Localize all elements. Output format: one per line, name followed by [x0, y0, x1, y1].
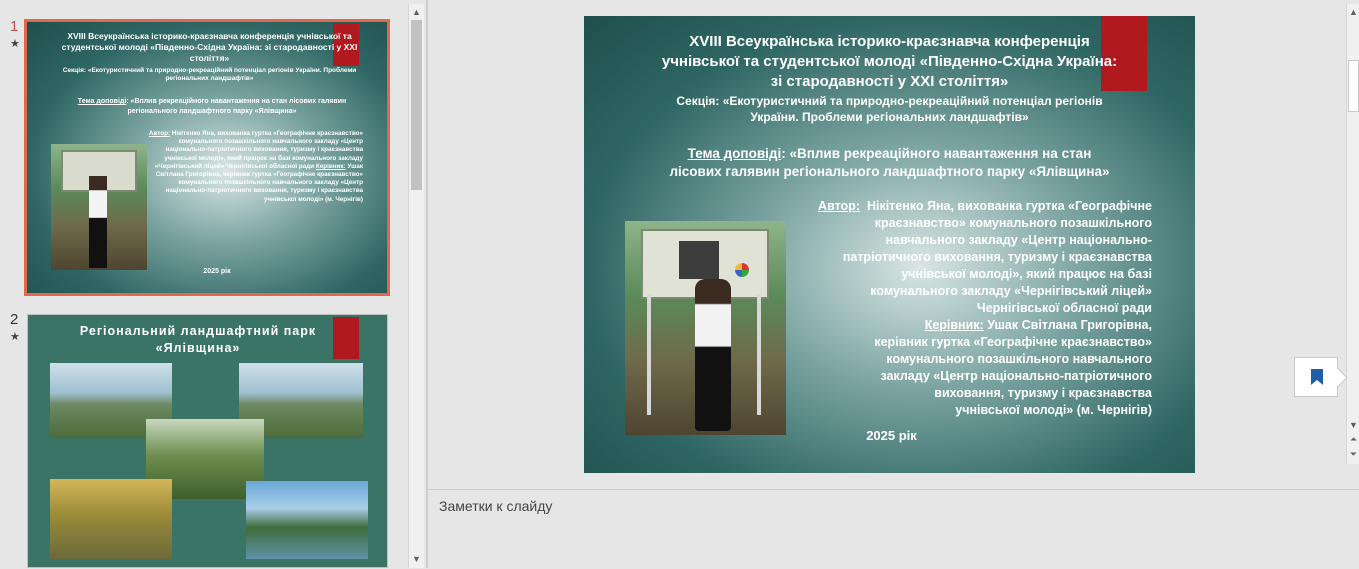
- scroll-down-arrow-icon[interactable]: ▼: [412, 554, 421, 564]
- slide-title-line-3: зі стародавності у XXI століття»: [770, 73, 1009, 90]
- thumbnail-image-lake-sky: [246, 481, 368, 559]
- author-line: патріотичного виховання, туризму і краєзнавства: [842, 250, 1152, 264]
- slide-topic-line-1: : «Вплив рекреаційного навантаження на стан: [781, 146, 1092, 161]
- author-line: учнівської молоді», який працює на базі: [901, 267, 1152, 281]
- thumbnail-section: Секція: «Екотуристичний та природно-рекреаційний потенціал регіонів України. Проблеми регіональних ландшафтів»: [62, 67, 357, 82]
- slide-topic-line-2: лісових галявин регіонального ландшафтного парку «Ялівщина»: [669, 164, 1110, 179]
- author-line: краєзнавство» комунального позашкільного: [874, 216, 1152, 230]
- supervisor-label: Керівник:: [924, 318, 984, 332]
- notes-pane[interactable]: [428, 489, 1359, 569]
- main-slide-canvas[interactable]: [584, 16, 1195, 473]
- thumbnail-image-autumn-path: [50, 479, 172, 559]
- supervisor-line: закладу «Центр національно-патріотичного: [880, 369, 1152, 383]
- author-line: навчального закладу «Центр національно-: [885, 233, 1152, 247]
- previous-slide-icon[interactable]: ⏶: [1349, 434, 1358, 444]
- animation-star-icon: ★: [10, 38, 20, 50]
- thumbnail-year: 2025 рік: [203, 268, 231, 275]
- slide-section-line-2: України. Проблеми регіональних ландшафтів»: [750, 110, 1029, 124]
- author-line: Нікітенко Яна, вихованка гуртка «Географічне: [866, 199, 1152, 213]
- slide-thumbnail-pane: [0, 0, 405, 568]
- notes-placeholder[interactable]: Заметки к слайду: [439, 498, 553, 514]
- thumbnail-supervisor-text: Ушак Світлана Григорівна, керівник гуртка «Географічне краєзнавство» комунального позашкільного навчального закладу «Центр національно-патріотичного виховання, туризму і краєзнавства учнівської молоді» (м. Чернігів): [155, 162, 363, 203]
- next-slide-icon[interactable]: ⏷: [1349, 449, 1358, 459]
- slide-section-line-1: Секція: «Екотуристичний та природно-рекреаційний потенціал регіонів: [676, 94, 1103, 108]
- thumbnail-author-label: Автор:: [148, 130, 171, 137]
- supervisor-line: Ушак Світлана Григорівна,: [987, 318, 1152, 332]
- red-tab-decoration: [333, 317, 359, 359]
- author-label: Автор:: [818, 199, 860, 213]
- thumbnail-number-2: 2: [10, 311, 19, 328]
- thumbnail-2-title: Регіональний ландшафтний парк «Ялівщина»: [79, 324, 317, 355]
- thumbnail-photo: [51, 144, 147, 270]
- thumbnail-supervisor-label: Керівник:: [315, 162, 346, 170]
- slide-thumbnail-1[interactable]: [24, 19, 390, 296]
- author-line: Чернігівської обласної ради: [976, 301, 1152, 315]
- thumbnail-author-block: [145, 130, 363, 204]
- bookmark-button[interactable]: [1294, 357, 1338, 397]
- author-block: [784, 198, 1152, 419]
- thumbnail-author-text: Нікітенко Яна, вихованка гуртка «Географічне краєзнавство» комунального позашкільного навчального закладу «Центр національно-патріотичного виховання, туризму і краєзнавства учнівської молоді», який працює на базі комунального закладу «Чернігівський ліцей» Чернігівської обласної ради: [154, 130, 363, 170]
- author-line: комунального закладу «Чернігівський ліцей»: [870, 284, 1152, 298]
- person-figure: [89, 176, 107, 268]
- supervisor-line: керівник гуртка «Географічне краєзнавство»: [874, 335, 1152, 349]
- scrollbar-thumb[interactable]: [411, 20, 422, 190]
- scroll-up-arrow-icon[interactable]: ▲: [1349, 7, 1358, 17]
- scroll-down-arrow-icon[interactable]: ▼: [1349, 420, 1358, 430]
- slide-title: [584, 32, 1195, 92]
- author-photo: [625, 221, 786, 435]
- slide-topic: [584, 145, 1195, 181]
- thumbnail-scrollbar[interactable]: [408, 4, 424, 568]
- thumbnail-topic-text: : «Вплив рекреаційного навантаження на стан лісових галявин регіонального ландшафтного парку «Ялівщина»: [126, 98, 347, 115]
- thumbnail-title: XVIII Всеукраїнська історико-краєзнавча конференція учнівської та студентської молоді «Південно-Східна Україна: зі стародавності у XXI століття»: [61, 31, 358, 63]
- slide-topic-label: Тема доповіді: [687, 146, 782, 161]
- person-figure: [695, 279, 731, 431]
- thumbnail-topic: [67, 97, 357, 117]
- bookmark-icon: [1310, 368, 1324, 386]
- slide-thumbnail-2[interactable]: [27, 314, 388, 568]
- supervisor-line: учнівської молоді» (м. Чернігів): [955, 403, 1152, 417]
- slide-title-line-2: учнівської та студентської молоді «Південно-Східна Україна:: [661, 53, 1118, 70]
- thumbnail-topic-label: Тема доповіді: [77, 98, 127, 105]
- animation-star-icon: ★: [10, 331, 20, 343]
- scroll-up-arrow-icon[interactable]: ▲: [412, 7, 421, 17]
- supervisor-line: комунального позашкільного навчального: [886, 352, 1152, 366]
- slide-section: [584, 93, 1195, 125]
- scrollbar-thumb[interactable]: [1348, 60, 1359, 112]
- slide-title-line-1: XVIII Всеукраїнська історико-краєзнавча конференція: [689, 33, 1090, 50]
- slide-scrollbar[interactable]: [1346, 4, 1359, 464]
- slide-year: 2025 рік: [866, 428, 917, 443]
- supervisor-line: виховання, туризму і краєзнавства: [934, 386, 1152, 400]
- thumbnail-number-1: 1: [10, 18, 19, 35]
